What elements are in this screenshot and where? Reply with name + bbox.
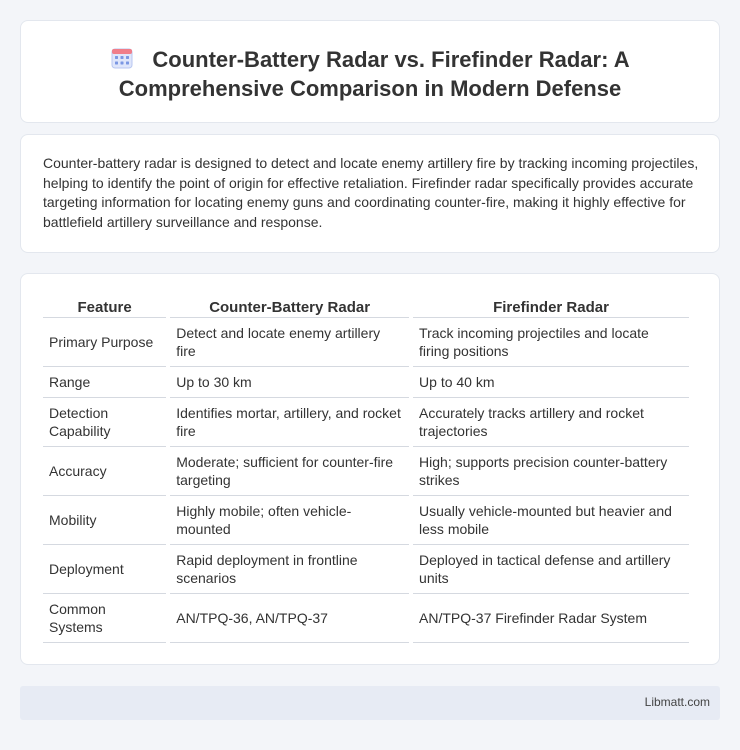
counter-battery-cell: Highly mobile; often vehicle-mounted xyxy=(170,496,409,545)
table-row xyxy=(43,367,689,398)
calendar-grid-icon xyxy=(110,46,134,70)
table-row xyxy=(43,447,689,496)
intro-card xyxy=(20,134,720,253)
page-title xyxy=(61,45,679,103)
footer-bar xyxy=(20,686,720,720)
header-firefinder: Firefinder Radar xyxy=(413,296,689,318)
table-row xyxy=(43,594,689,643)
counter-battery-cell: Up to 30 km xyxy=(170,367,409,398)
comparison-table xyxy=(39,296,693,643)
footer-brand-link[interactable]: Libmatt.com xyxy=(644,695,710,709)
table-row xyxy=(43,496,689,545)
table-row xyxy=(43,545,689,594)
counter-battery-cell: Moderate; sufficient for counter-fire targeting xyxy=(170,447,409,496)
feature-cell: Range xyxy=(43,367,166,398)
counter-battery-cell: Identifies mortar, artillery, and rocket fire xyxy=(170,398,409,447)
feature-cell: Detection Capability xyxy=(43,398,166,447)
header-counter-battery: Counter-Battery Radar xyxy=(170,296,409,318)
page-title-text: Counter-Battery Radar vs. Firefinder Radar: A Comprehensive Comparison in Modern Defense xyxy=(118,47,630,101)
table-row xyxy=(43,398,689,447)
counter-battery-cell: AN/TPQ-36, AN/TPQ-37 xyxy=(170,594,409,643)
feature-cell: Common Systems xyxy=(43,594,166,643)
firefinder-cell: AN/TPQ-37 Firefinder Radar System xyxy=(413,594,689,643)
feature-cell: Mobility xyxy=(43,496,166,545)
comparison-card xyxy=(20,273,720,665)
header-feature: Feature xyxy=(43,296,166,318)
firefinder-cell: Accurately tracks artillery and rocket trajectories xyxy=(413,398,689,447)
table-header-row xyxy=(43,296,689,318)
firefinder-cell: Deployed in tactical defense and artillery units xyxy=(413,545,689,594)
feature-cell: Deployment xyxy=(43,545,166,594)
feature-cell: Accuracy xyxy=(43,447,166,496)
counter-battery-cell: Detect and locate enemy artillery fire xyxy=(170,318,409,367)
counter-battery-cell: Rapid deployment in frontline scenarios xyxy=(170,545,409,594)
table-row xyxy=(43,318,689,367)
firefinder-cell: Usually vehicle-mounted but heavier and less mobile xyxy=(413,496,689,545)
firefinder-cell: Up to 40 km xyxy=(413,367,689,398)
title-card xyxy=(20,20,720,123)
feature-cell: Primary Purpose xyxy=(43,318,166,367)
firefinder-cell: High; supports precision counter-battery strikes xyxy=(413,447,689,496)
firefinder-cell: Track incoming projectiles and locate firing positions xyxy=(413,318,689,367)
intro-paragraph: Counter-battery radar is designed to detect and locate enemy artillery fire by tracking incoming projectiles, helping to identify the point of origin for effective retaliation. Firefinder radar specifically provides accurate targeting information for locating enemy guns and coordinating counter-fire, making it highly effective for battlefield artillery surveillance and response. xyxy=(43,155,699,230)
